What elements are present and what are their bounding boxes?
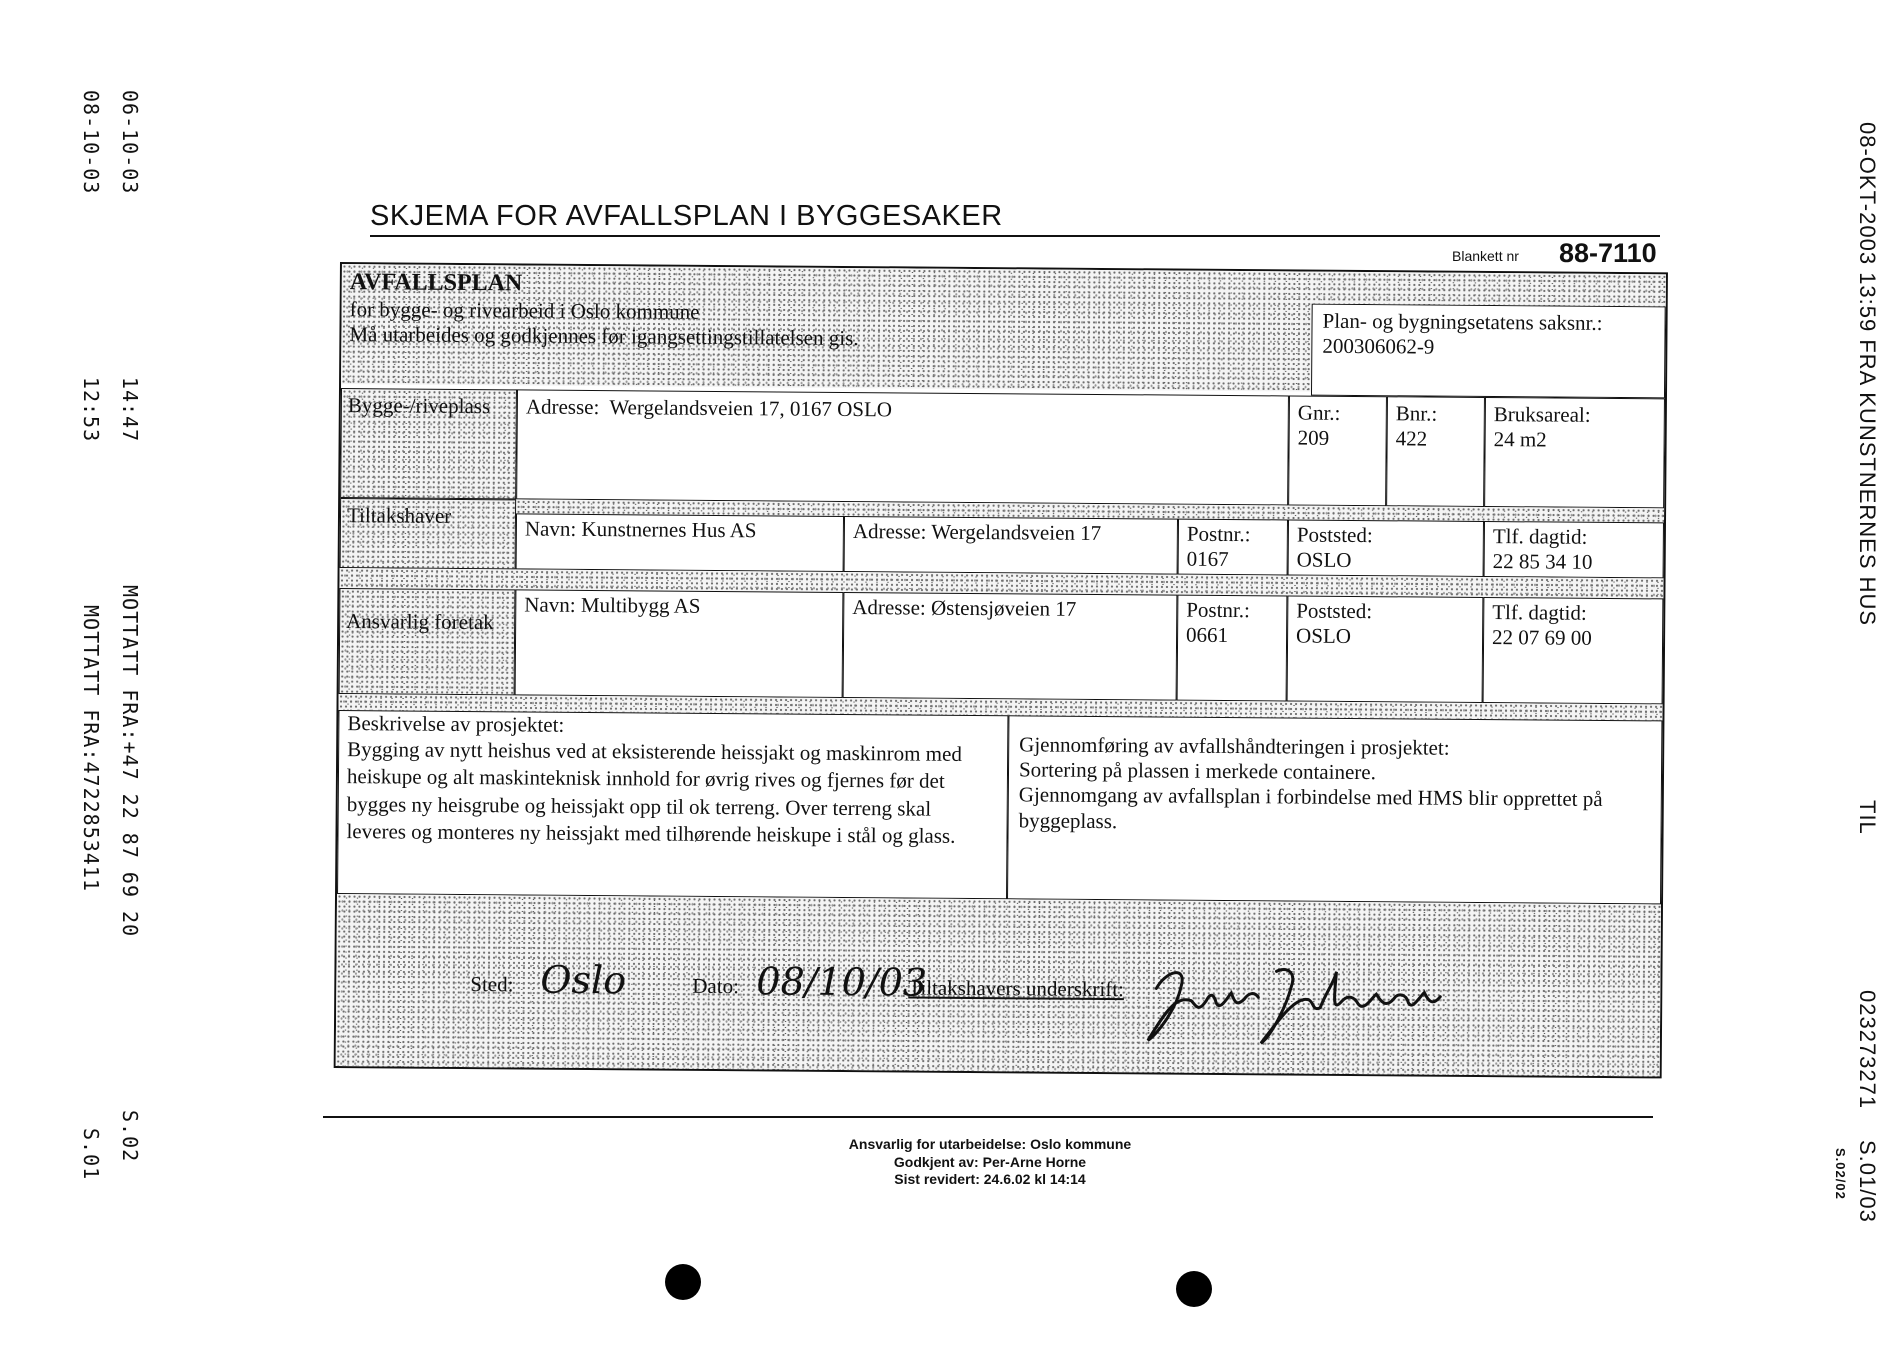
fax-number: 023273271 (1855, 990, 1880, 1110)
ansvarlig-label: Ansvarlig foretak (346, 609, 494, 635)
fax-header-left-outer (118, 90, 142, 442)
fax-time: 14:47 (118, 376, 142, 443)
saksnr-box (1311, 304, 1666, 399)
tiltakshaver-tlf-cell (1484, 521, 1664, 578)
bruksareal-cell (1484, 397, 1665, 508)
dato-label: Dato: (692, 973, 740, 999)
adresse-label: Adresse: (852, 519, 927, 544)
tlf-value: 22 07 69 00 (1491, 625, 1592, 651)
navn-value: Multibygg AS (580, 592, 701, 618)
poststed-label: Poststed: (1296, 522, 1373, 548)
fax-to-right (1854, 800, 1880, 835)
beskrivelse-text: Bygging av nytt heishus ved at eksisterende heissjakt og maskinrom med heiskupe og alt maskinteknisk innhold for øvrig rives og fjernes før det bygges ny heisgrube og heissjakt opp til ok terreng. Over terreng skal leveres og monteres ny heissjakt med tilhørende heiskupe i stål og glass. (346, 737, 962, 848)
footer-line1: Ansvarlig for utarbeidelse: Oslo kommune (848, 1136, 1132, 1152)
punch-hole (665, 1264, 701, 1300)
bnr-label: Bnr.: (1395, 401, 1438, 426)
signature-block (336, 894, 1661, 1076)
form-title: SKJEMA FOR AVFALLSPLAN I BYGGESAKER (370, 200, 1660, 237)
sted-label: Sted: (470, 972, 514, 997)
tiltakshaver-navn-cell (516, 513, 844, 572)
underskrift-label: Tiltakshavers underskrift: (908, 975, 1125, 1002)
fax-header-text: 08-OKT-2003 13:59 FRA KUNSTNERNES HUS (1855, 122, 1880, 627)
navn-label: Navn: (524, 516, 577, 541)
navn-label: Navn: (524, 592, 576, 617)
beskrivelse-cell (337, 710, 1008, 899)
saksnr-value: 200306062-9 (1322, 333, 1435, 359)
blankett-number: 88-7110 (1559, 238, 1657, 268)
fax-number-right (1854, 990, 1880, 1109)
fax-header-left-inner (79, 90, 103, 442)
saksnr-label: Plan- og bygningsetatens saksnr.: (1322, 308, 1603, 335)
fax-date: 08-10-03 (79, 90, 103, 195)
bruksareal-label: Bruksareal: (1493, 402, 1591, 427)
fax-page: S.01/03 (1855, 1140, 1880, 1223)
tiltakshaver-adresse-cell (844, 516, 1178, 575)
footer-line3: Sist revidert: 24.6.02 kl 14:14 (894, 1171, 1086, 1187)
fax-page: S.02/02 (1833, 1148, 1848, 1200)
poststed-label: Poststed: (1296, 598, 1373, 624)
footer-line2: Godkjent av: Per-Arne Horne (893, 1153, 1087, 1170)
fax-page-right-small (1833, 1148, 1848, 1200)
gjennomforing-cell (1007, 715, 1662, 904)
adresse-value: Østensjøveien 17 (930, 595, 1077, 621)
fax-from: MOTTATT FRA:+47 22 87 69 20 (118, 585, 142, 938)
fax-page: S.02 (118, 1110, 142, 1163)
tiltakshaver-label: Tiltakshaver (346, 503, 452, 528)
form-heading: AVFALLSPLAN (349, 269, 523, 297)
gnr-cell (1288, 395, 1387, 506)
tiltakshaver-poststed-cell (1288, 519, 1484, 577)
footer-divider (323, 1116, 1653, 1118)
blankett-label: Blankett nr (1452, 248, 1519, 264)
punch-hole (1176, 1271, 1212, 1307)
tiltakshaver-label-cell (340, 498, 517, 569)
fax-page-left-inner (79, 1128, 103, 1180)
bruksareal-value: 24 m2 (1493, 427, 1547, 452)
tlf-label: Tlf. dagtid: (1492, 600, 1587, 625)
byggeplass-label-cell (340, 388, 517, 499)
byggeplass-label: Bygge-/riveplass (347, 393, 491, 419)
fax-page: S.01 (79, 1128, 103, 1181)
fax-page-left-outer (118, 1110, 142, 1162)
ansvarlig-navn-cell (515, 589, 844, 698)
tlf-label: Tlf. dagtid: (1492, 524, 1588, 549)
poststed-value: OSLO (1296, 547, 1352, 573)
gjennomforing-line2: Gjennomgang av avfallsplan i forbindelse med HMS blir opprettet på byggeplass. (1018, 782, 1603, 833)
fax-to: TIL (1855, 800, 1880, 835)
fax-from: MOTTATT FRA:4722853411 (79, 605, 103, 892)
byggeplass-address-cell (516, 389, 1289, 505)
bnr-cell (1386, 396, 1485, 507)
gnr-label: Gnr.: (1297, 400, 1341, 425)
ansvarlig-poststed-cell (1287, 595, 1484, 703)
dato-value: 08/10/03 (756, 959, 928, 1005)
fax-page-right (1854, 1140, 1880, 1223)
form-header-block (341, 264, 1312, 392)
postnr-value: 0661 (1186, 622, 1229, 648)
navn-value: Kunstnernes Hus AS (581, 516, 757, 543)
fax-received-left-inner (79, 605, 103, 892)
sted-value: Oslo (540, 957, 627, 1003)
form-instruction: Må utarbeides og godkjennes før igangsettingstillatelsen gis. (349, 322, 859, 351)
gnr-value: 209 (1297, 425, 1330, 450)
postnr-value: 0167 (1186, 546, 1229, 572)
ansvarlig-tlf-cell (1483, 597, 1664, 704)
footer-info (800, 1136, 1180, 1189)
beskrivelse-label: Beskrivelse av prosjektet: (347, 711, 565, 737)
adresse-label: Adresse: (525, 394, 600, 420)
postnr-label: Postnr.: (1186, 597, 1250, 623)
adresse-label: Adresse: (852, 595, 926, 620)
fax-time: 12:53 (79, 376, 103, 443)
adresse-value: Wergelandsveien 17 (931, 519, 1102, 545)
fax-date: 06-10-03 (118, 90, 142, 195)
ansvarlig-label-cell (339, 588, 516, 695)
tlf-value: 22 85 34 10 (1492, 549, 1593, 575)
fax-received-left-outer (118, 585, 142, 937)
waste-plan-form (334, 262, 1668, 1078)
signature-image (1136, 940, 1497, 1053)
texture-strip (1312, 272, 1666, 307)
ansvarlig-adresse-cell (843, 592, 1178, 701)
adresse-value: Wergelandsveien 17, 0167 OSLO (609, 395, 893, 422)
bnr-value: 422 (1395, 426, 1428, 451)
gjennomforing-label: Gjennomføring av avfallshåndteringen i prosjektet: (1019, 732, 1450, 760)
fax-header-right (1854, 122, 1880, 626)
gjennomforing-line1: Sortering på plassen i merkede containere. (1018, 757, 1376, 785)
poststed-value: OSLO (1296, 623, 1352, 649)
tiltakshaver-postnr-cell (1178, 519, 1288, 576)
postnr-label: Postnr.: (1186, 521, 1251, 547)
ansvarlig-postnr-cell (1177, 595, 1288, 702)
form-subheading: for bygge- og rivearbeid i Oslo kommune (349, 296, 700, 324)
